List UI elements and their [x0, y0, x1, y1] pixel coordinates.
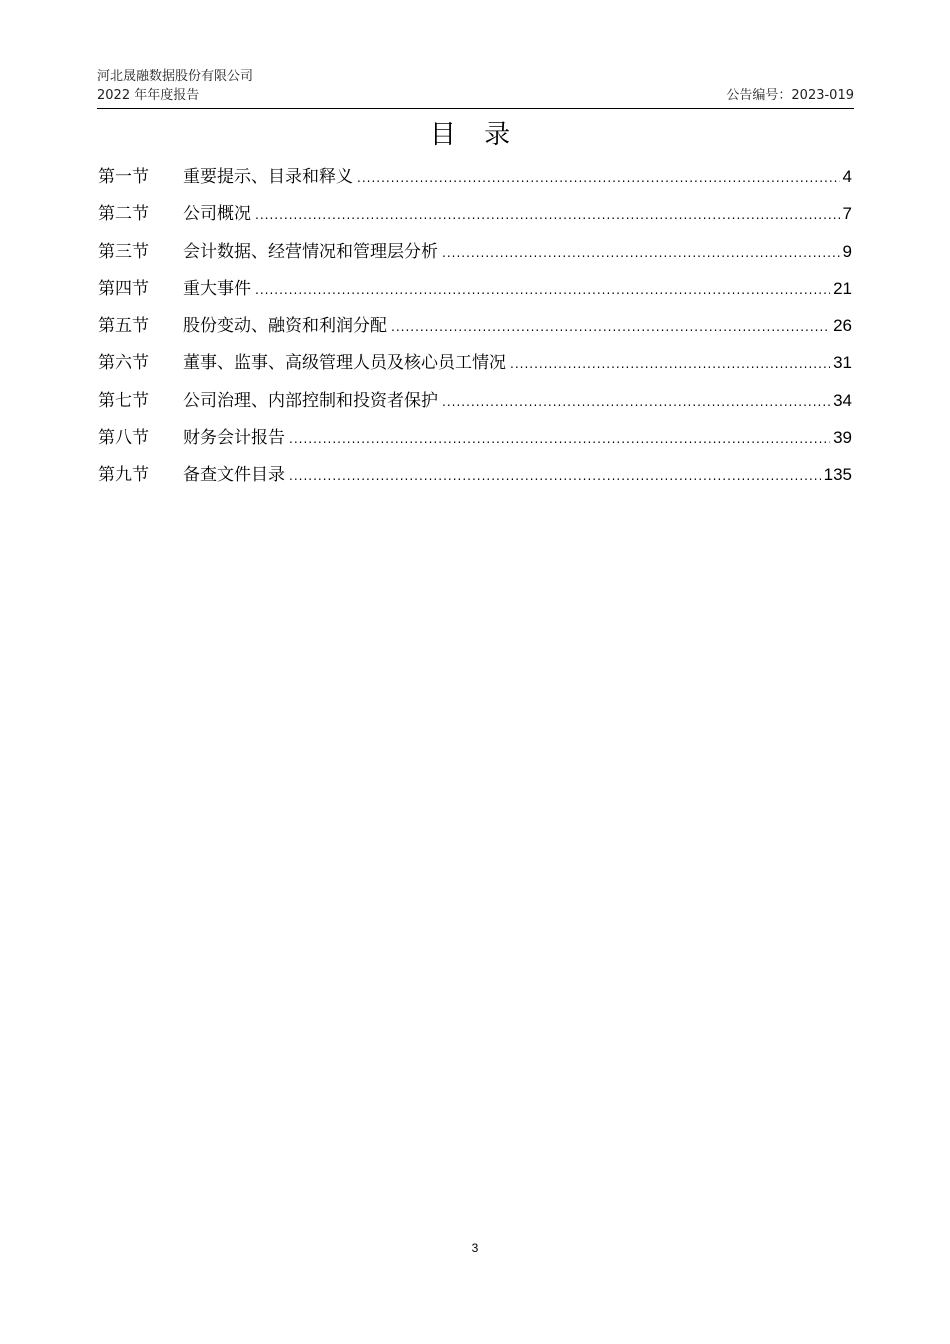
page-title: 目 录 [429, 120, 521, 150]
toc-title[interactable]: 备查文件目录 [183, 465, 285, 486]
page-header [97, 68, 854, 109]
toc-page-number[interactable]: 7 [842, 204, 852, 224]
toc-page-number[interactable]: 39 [833, 428, 852, 448]
toc-page-number[interactable]: 31 [833, 353, 852, 373]
toc-title[interactable]: 重大事件 [183, 278, 251, 299]
toc-title[interactable]: 会计数据、经营情况和管理层分析 [183, 241, 438, 262]
toc-entry-7[interactable] [98, 382, 852, 419]
toc-leader-dots [442, 235, 840, 272]
toc-leader-dots [391, 309, 830, 346]
report-name: 2022 年年度报告 [97, 88, 200, 103]
toc-title[interactable]: 董事、监事、高级管理人员及核心员工情况 [183, 353, 506, 374]
toc-section: 第一节 [98, 167, 149, 187]
toc-leader-dots [255, 197, 840, 234]
toc-page-number[interactable]: 26 [833, 316, 852, 336]
toc-leader-dots [357, 160, 840, 197]
company-name: 河北晟融数据股份有限公司 [97, 69, 254, 84]
toc-page-number[interactable]: 9 [842, 241, 852, 261]
toc-title[interactable]: 财务会计报告 [183, 428, 285, 449]
toc-leader-dots [510, 346, 830, 383]
toc-entry-6[interactable] [98, 344, 852, 381]
toc-title[interactable]: 公司概况 [183, 204, 251, 225]
toc-entry-9[interactable] [98, 456, 852, 493]
toc-entry-2[interactable] [98, 195, 852, 232]
toc-section: 第五节 [98, 316, 149, 337]
toc-entry-3[interactable] [98, 233, 852, 270]
toc-leader-dots [289, 458, 821, 495]
toc-section: 第七节 [98, 390, 149, 411]
toc-section: 第四节 [98, 278, 149, 299]
toc-entry-8[interactable] [98, 419, 852, 456]
toc-leader-dots [442, 384, 830, 421]
toc-title[interactable]: 股份变动、融资和利润分配 [183, 316, 387, 337]
toc-page-number[interactable]: 34 [833, 390, 852, 410]
toc-page-number[interactable]: 4 [842, 167, 852, 186]
toc-section: 第六节 [98, 353, 149, 374]
toc-entry-4[interactable] [98, 270, 852, 307]
page-number: 3 [471, 1241, 479, 1255]
toc-title[interactable]: 公司治理、内部控制和投资者保护 [183, 390, 438, 411]
toc-page-number[interactable]: 135 [823, 465, 852, 485]
toc-section: 第九节 [98, 465, 149, 486]
toc-entry-5[interactable] [98, 307, 852, 344]
toc-page-number[interactable]: 21 [833, 278, 852, 298]
toc-leader-dots [289, 421, 830, 458]
toc-section: 第三节 [98, 241, 149, 262]
toc-entry-1[interactable] [98, 158, 852, 195]
toc-section: 第二节 [98, 204, 149, 225]
announcement-code: 公告编号：2023-019 [726, 88, 854, 103]
toc-section: 第八节 [98, 428, 149, 449]
toc-leader-dots [255, 272, 830, 309]
toc-title[interactable]: 重要提示、目录和释义 [183, 167, 353, 187]
table-of-contents [98, 158, 852, 494]
